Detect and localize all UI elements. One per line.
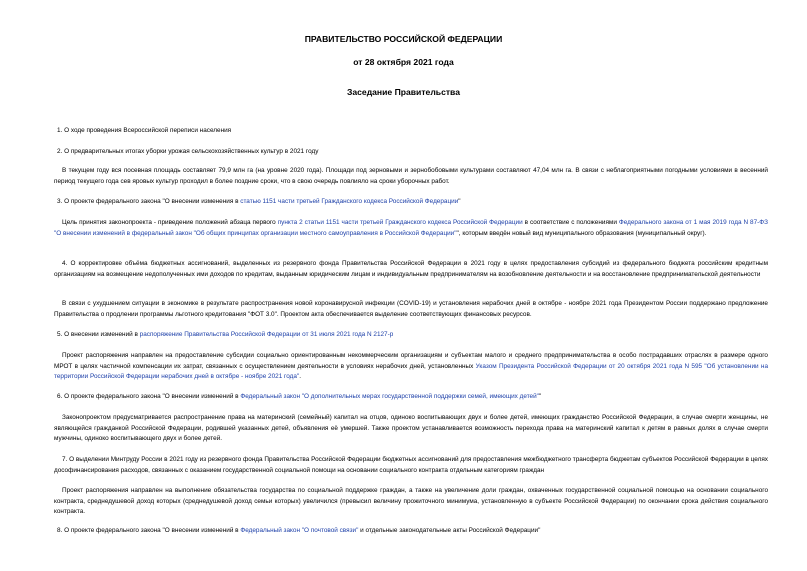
agenda-item-8 — [57, 526, 771, 537]
item-6-text: Законопроектом предусматривается распространение права на материнский (семейный) капитал на отцов, одиноко воспитывающих двух и более детей, имеющих гражданство Российской Федерации, в случае смерти женщины, не являющейся гражданкой Российской Федерации, родившей указанных детей, объявления её умершей. Также проектом устанавливается возможность перехода права на материнский капитал к детям в равных долях в случае смерти мужчины, одиноко воспитывающего двух и более детей. — [54, 414, 768, 442]
item-2-text: В текущем году вся посевная площадь составляет 79,9 млн га (на уровне 2020 года). Площади под зерновыми и зернобобовыми культурами составляют 47,04 млн га. В связи с неблагоприятными погодными условиями в весенний период текущего года сев яровых культур проходил в более поздние сроки, что в свою очередь повлияло на сроки уборочных работ. — [54, 167, 768, 185]
agenda-item-5 — [57, 330, 771, 341]
item-6-link[interactable]: Федеральный закон "О дополнительных мерах государственной поддержки семей, имеющих детей" — [240, 393, 539, 400]
meeting-title: Заседание Правительства — [346, 87, 461, 97]
agenda-item-4: 4. О корректировке объёма бюджетных ассигнований, выделенных из резервного фонда Правительства Российской Федерации в 2021 году в целях предоставления субсидий из федерального бюджета российским кредитным организациям на возмещение недополученных ими доходов по кредитам, выданным юридическим лицам и индивидуальным предпринимателям на возобновление деятельности и на восстановление предпринимательской деятельности — [54, 260, 768, 278]
item-3-text-part1: Цель принятия законопроекта - приведение положений абзаца первого — [62, 219, 278, 226]
item-8-pre: 8. О проекте федерального закона "О внесении изменений в — [57, 527, 241, 534]
item-5-text — [54, 351, 768, 383]
agenda-item-1: 1. О ходе проведения Всероссийской переписи населения — [57, 127, 232, 134]
agenda-item-7: 7. О выделении Минтруду России в 2021 году из резервного фонда Правительства Российской Федерации бюджетных ассигнований для предоставления межбюджетного трансферта бюджетам субъектов Российской Федерации в целях дософинансирования расходов, связанных с оказанием государственной социальной помощи на основании социального контракта отдельным категориям граждан — [54, 456, 768, 474]
item-6-pre: 6. О проекте федерального закона "О внесении изменений в — [57, 393, 241, 400]
item-5-text-part2: . — [299, 373, 301, 380]
item-8-link[interactable]: Федеральный закон "О почтовой связи" — [240, 527, 359, 534]
item-3-text-link2[interactable]: Федерального закона от 1 мая 2019 года N 87-ФЗ "О внесении изменений в федеральный закон "Об общих принципах организации местного самоуправления в Российской Федерации" — [54, 219, 768, 237]
org-title: ПРАВИТЕЛЬСТВО РОССИЙСКОЙ ФЕДЕРАЦИИ — [304, 34, 503, 44]
item-3-post: " — [458, 198, 461, 205]
item-3-pre: 3. О проекте федерального закона "О внесении изменения в — [57, 198, 241, 205]
item-5-pre: 5. О внесении изменений в — [57, 331, 140, 338]
item-3-text — [54, 218, 768, 239]
document-date: от 28 октября 2021 года — [353, 57, 454, 67]
item-3-text-part2: в соответствие с положениями — [522, 219, 619, 226]
item-7-text: Проект распоряжения направлен на выполнение обязательства государства по социальной поддержке граждан, а также на увеличение доли граждан, охваченных государственной социальной помощью на основании социального контракта, среднедушевой доход которых (среднедушевой доход семьи которых) увеличился (превысил величину прожиточного минимума, установленную в субъекте Российской Федерации) по окончании срока действия социального контракта. — [54, 487, 768, 515]
item-6-post: " — [538, 393, 542, 400]
item-5-text-part1: Проект распоряжения направлен на предоставление субсидии социально ориентированным некоммерческим организациям и субъектам малого и среднего предпринимательства в особо пострадавших отраслях в размере одного МРОТ в целях частичной компенсации их затрат, связанных с осуществлением деятельности в условиях нерабочих дней, установленных — [54, 352, 768, 370]
item-4-text: В связи с ухудшением ситуации в экономике в результате распространения новой коронавирусной инфекции (COVID-19) и установления нерабочих дней в октябре - ноябре 2021 года Президентом России поддержано предложение Правительства о продлении программы льготного кредитования "ФОТ 3.0". Проектом акта обеспечивается выделение соответствующих финансовых ресурсов. — [54, 300, 768, 318]
item-5-text-link[interactable]: Указом Президента Российской Федерации от 20 октября 2021 года N 595 "Об установлении на территории Российской Федерации нерабочих дней в октябре - ноябре 2021 года" — [54, 362, 768, 380]
item-3-link[interactable]: статью 1151 части третьей Гражданского кодекса Российской Федерации — [240, 198, 459, 205]
agenda-item-3 — [57, 197, 771, 208]
item-3-text-link1[interactable]: пункта 2 статьи 1151 части третьей Гражданского кодекса Российской Федерации — [277, 219, 523, 226]
agenda-item-2: 2. О предварительных итогах уборки урожая сельскохозяйственных культур в 2021 году — [57, 148, 319, 155]
agenda-item-6 — [57, 392, 771, 403]
item-8-post: и отдельные законодательные акты Российской Федерации" — [358, 527, 541, 534]
item-5-link[interactable]: распоряжение Правительства Российской Федерации от 31 июля 2021 года N 2127-р — [139, 331, 394, 338]
item-3-text-part3: ", которым введён новый вид муниципального образования (муниципальный округ). — [456, 229, 707, 237]
